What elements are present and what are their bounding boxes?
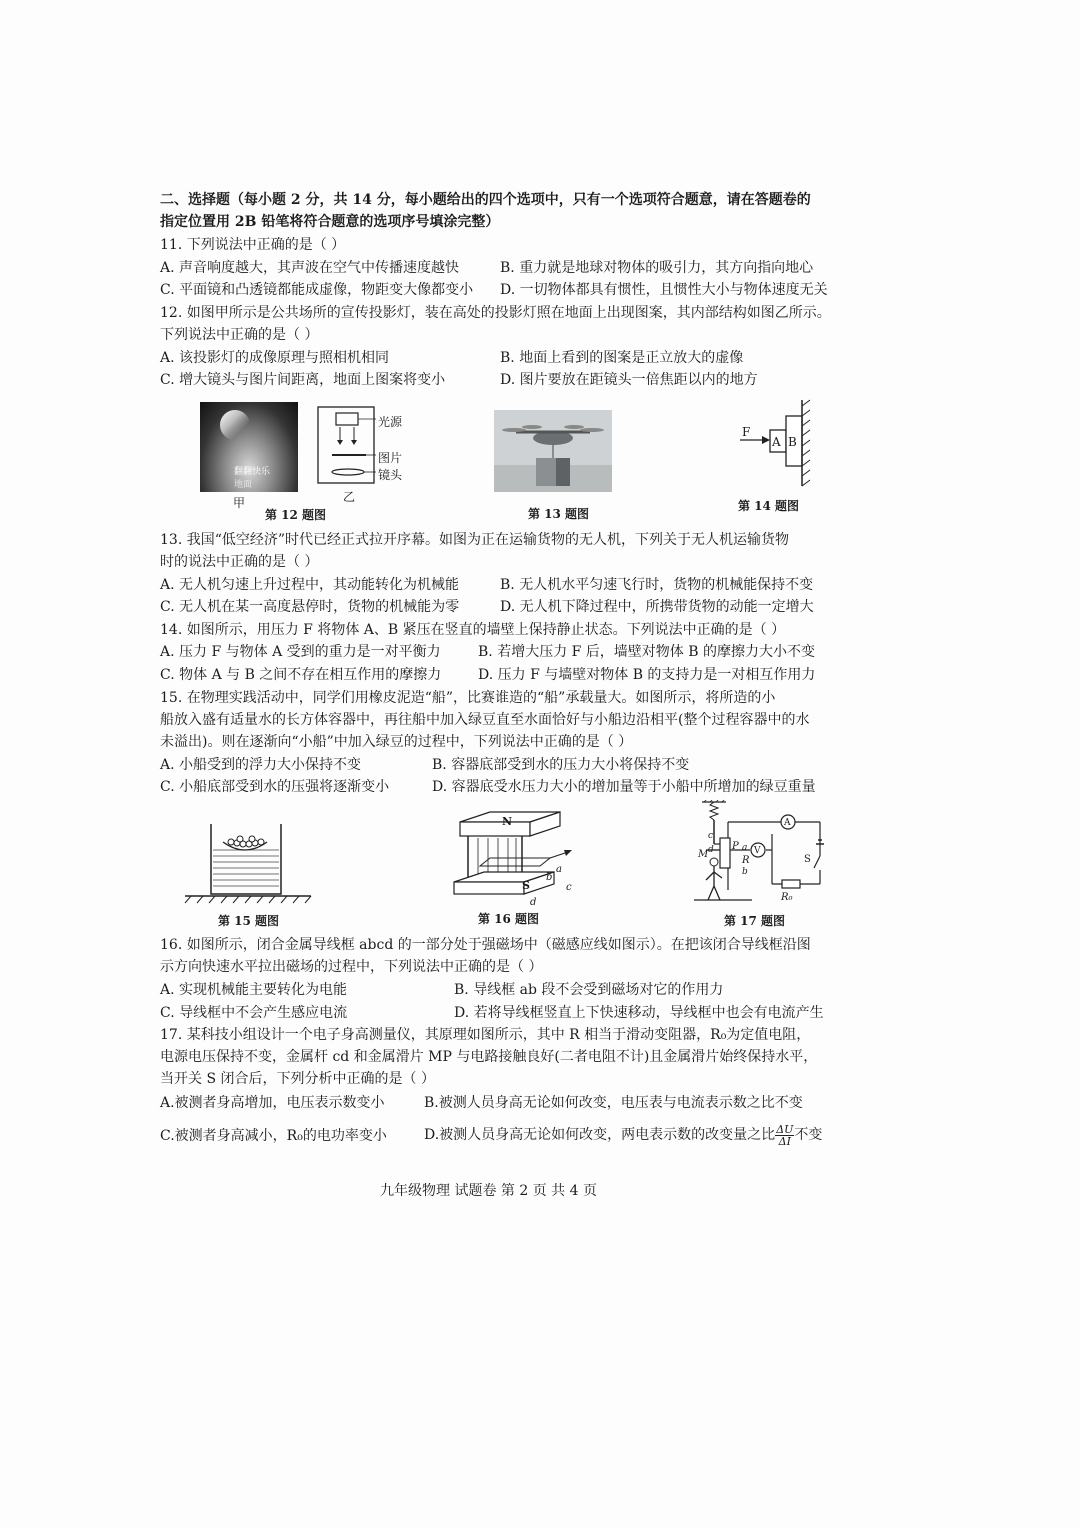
frame-corner-c: c (566, 882, 572, 893)
fig12-caption: 第 12 题图 (265, 508, 327, 522)
projector-light-beam (220, 410, 250, 440)
floor-label: 地面 (234, 480, 253, 490)
section-header-line2: 指定位置用 2B 铅笔将符合题意的选项序号填涂完整） (160, 214, 500, 230)
fig12-label-yi: 乙 (343, 490, 356, 504)
fig16-caption: 第 16 题图 (478, 912, 540, 926)
q17-option-b: B.被测人员身高无论如何改变，电压表与电流表示数之比不变 (424, 1095, 803, 1111)
q14-option-b: B. 若增大压力 F 后，墙壁对物体 B 的摩擦力大小不变 (478, 644, 815, 660)
ammeter-icon: A (784, 818, 791, 828)
q17-option-d-tail: 不变 (794, 1127, 823, 1143)
q17-stem-line3: 当开关 S 闭合后，下列分析中正确的是（ ） (160, 1071, 435, 1087)
frame-corner-d: d (530, 897, 537, 908)
q12-stem-line1: 12. 如图甲所示是公共场所的宣传投影灯，装在高处的投影灯照在地面上出现图案，其内部结构如图乙所示。 (160, 305, 831, 321)
q14-stem: 14. 如图所示，用压力 F 将物体 A、B 紧压在竖直的墙壁上保持静止状态。下列说法中正确的是（ ） (160, 622, 786, 638)
q12-stem-line2: 下列说法中正确的是（ ） (160, 327, 319, 343)
fig15-caption: 第 15 题图 (218, 914, 280, 928)
q16-option-d: D. 若将导线框竖直上下快速移动，导线框中也会有电流产生 (454, 1005, 824, 1021)
resistor-r0-label: R₀ (781, 892, 793, 903)
force-f-label: F (742, 425, 751, 439)
lens-label: 镜头 (378, 468, 403, 482)
q13-option-a: A. 无人机匀速上升过程中，其动能转化为机械能 (160, 577, 460, 593)
q15-stem-line1: 15. 在物理实践活动中，同学们用橡皮泥造“船”，比赛谁造的“船”承载量大。如图所示，将所造的小 (160, 690, 776, 706)
q11-option-c: C. 平面镜和凸透镜都能成虚像，物距变大像都变小 (160, 282, 474, 298)
fig17-caption: 第 17 题图 (724, 914, 786, 928)
light-source-label: 光源 (378, 415, 403, 429)
force-wall-diagram (734, 398, 830, 488)
q16-stem-line2: 示方向快速水平拉出磁场的过程中，下列说法中正确的是（ ） (160, 959, 543, 975)
q15-option-d: D. 容器底受水压力大小的增加量等于小船中所增加的绿豆重量 (432, 779, 816, 795)
q15-option-a: A. 小船受到的浮力大小保持不变 (160, 757, 362, 773)
q14-option-d: D. 压力 F 与墙壁对物体 B 的支持力是一对相互作用力 (478, 667, 816, 683)
q16-option-c: C. 导线框中不会产生感应电流 (160, 1005, 348, 1021)
q17-option-d (424, 1118, 822, 1152)
slider-m-label: M (698, 849, 709, 860)
q17-stem-line1: 17. 某科技小组设计一个电子身高测量仪，其原理如图所示，其中 R 相当于滑动变阻器，R₀为定值电阻， (160, 1027, 811, 1043)
q12-option-d: D. 图片要放在距镜头一倍焦距以内的地方 (500, 372, 758, 388)
boat-container-diagram (183, 818, 313, 904)
q15-option-b: B. 容器底部受到水的压力大小将保持不变 (432, 757, 690, 773)
q17-stem-line2: 电源电压保持不变，金属杆 cd 和金属滑片 MP 与电路接触良好(二者电阻不计)且金属滑片始终保持水平， (160, 1049, 818, 1065)
section-header-line1: 二、选择题（每小题 2 分，共 14 分，每小题给出的四个选项中，只有一个选项符合题意，请在答题卷的 (160, 192, 811, 208)
q11-option-d: D. 一切物体都具有惯性，且惯性大小与物体速度无关 (500, 282, 828, 298)
terminal-a-label: a (742, 843, 748, 853)
q15-option-c: C. 小船底部受到水的压强将逐渐变小 (160, 779, 390, 795)
delta-u-over-delta-i (775, 1124, 794, 1147)
q14-option-a: A. 压力 F 与物体 A 受到的重力是一对平衡力 (160, 644, 441, 660)
page-footer: 九年级物理 试题卷 第 2 页 共 4 页 (380, 1183, 597, 1199)
q13-stem-line1: 13. 我国“低空经济”时代已经正式拉开序幕。如图为正在运输货物的无人机，下列关于无人机运输货物 (160, 532, 790, 548)
q16-stem-line1: 16. 如图所示，闭合金属导线框 abcd 的一部分处于强磁场中（磁感应线如图示）。在把该闭合导线框沿图 (160, 937, 811, 953)
q11-option-a: A. 声音响度越大，其声波在空气中传播速度越快 (160, 260, 460, 276)
projector-photo (200, 402, 298, 492)
block-a-label: A (772, 435, 781, 449)
q17-option-d-text: D.被测人员身高无论如何改变，两电表示数的改变量之比 (424, 1127, 776, 1143)
q16-option-b: B. 导线框 ab 段不会受到磁场对它的作用力 (454, 982, 724, 998)
q13-option-d: D. 无人机下降过程中，所携带货物的动能一定增大 (500, 599, 814, 615)
q12-option-c: C. 增大镜头与图片间距离，地面上图案将变小 (160, 372, 446, 388)
q15-stem-line2: 船放入盛有适量水的长方体容器中，再往船中加入绿豆直至水面恰好与小船边沿相平(整个过程容器中的水 (160, 712, 810, 728)
q17-option-a: A.被测者身高增加，电压表示数变小 (160, 1095, 385, 1111)
fig13-caption: 第 13 题图 (528, 507, 590, 521)
q13-stem-line2: 时的说法中正确的是（ ） (160, 554, 319, 570)
switch-s-label: S (804, 854, 811, 865)
drone-photo (494, 410, 612, 492)
south-pole-label: S (522, 879, 530, 892)
q17-option-c: C.被测者身高减小，R₀的电功率变小 (160, 1128, 387, 1144)
voltmeter-icon: V (754, 846, 761, 856)
rod-d-label: d (708, 845, 714, 855)
q12-option-b: B. 地面上看到的图案是正立放大的虚像 (500, 350, 744, 366)
q11-option-b: B. 重力就是地球对物体的吸引力，其方向指向地心 (500, 260, 814, 276)
q12-option-a: A. 该投影灯的成像原理与照相机相同 (160, 350, 390, 366)
north-pole-label: N (502, 815, 513, 828)
q13-option-c: C. 无人机在某一高度悬停时，货物的机械能为零 (160, 599, 460, 615)
frac-denominator: ΔI (778, 1134, 791, 1148)
picture-label: 图片 (378, 451, 403, 465)
q11-stem: 11. 下列说法中正确的是（ ） (160, 237, 346, 253)
block-b-label: B (788, 435, 797, 449)
q16-option-a: A. 实现机械能主要转化为电能 (160, 982, 348, 998)
frame-corner-b: b (546, 872, 553, 883)
terminal-b-label: b (742, 867, 748, 877)
fig12-label-jia: 甲 (233, 496, 246, 510)
q13-option-b: B. 无人机水平匀速飞行时，货物的机械能保持不变 (500, 577, 814, 593)
rod-c-label: c (708, 831, 714, 841)
slider-p-label: P (732, 841, 739, 852)
magnetic-field-diagram (450, 808, 580, 908)
q15-stem-line3: 未溢出)。则在逐渐向“小船”中加入绿豆的过程中，下列说法中正确的是（ ） (160, 734, 633, 750)
resistor-r-label: R (742, 855, 750, 866)
fig14-caption: 第 14 题图 (738, 499, 800, 513)
frame-corner-a: a (556, 864, 562, 875)
q14-option-c: C. 物体 A 与 B 之间不存在相互作用的摩擦力 (160, 667, 442, 683)
floor-projected-text: 翻翻快乐 (234, 467, 271, 477)
frac-numerator: ΔU (776, 1122, 794, 1136)
